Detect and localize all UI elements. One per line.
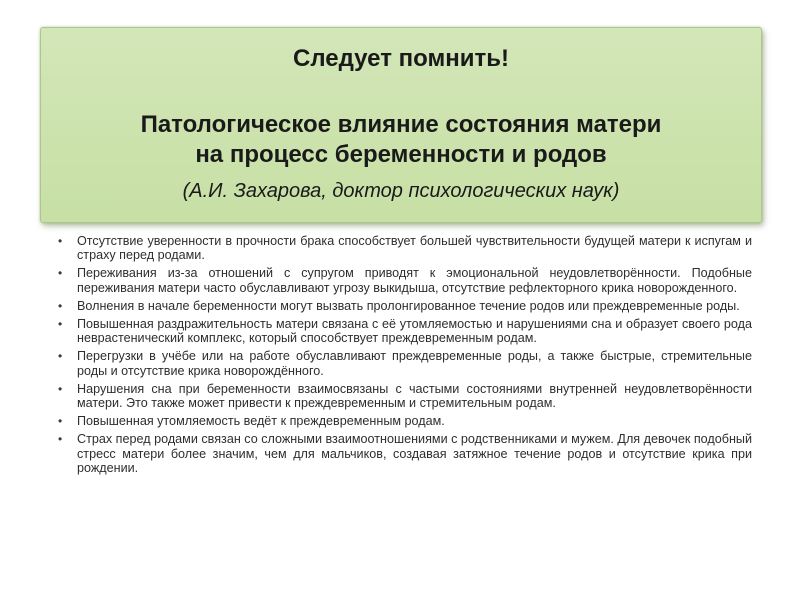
list-item	[58, 234, 752, 262]
list-item-text: Перегрузки в учёбе или на работе обуславливают преждевременные роды, а также быстрые, стремительные роды и отсутствие крика новорождённого.	[77, 349, 752, 378]
list-item-text: Страх перед родами связан со сложными взаимоотношениями с родственниками и мужем. Для девочек подобный стресс матери более значим, чем для мальчиков, создавая затяжное течение родов и отсутствие крика при рождении.	[77, 432, 752, 475]
bullet-icon: •	[58, 317, 63, 332]
title-subject-line-2: на процесс беременности и родов	[195, 141, 607, 168]
title-heading: Следует помнить!	[293, 45, 509, 72]
bullet-list	[58, 234, 752, 479]
list-item	[58, 266, 752, 294]
bullet-icon: •	[58, 432, 63, 447]
list-item	[58, 349, 752, 377]
list-item-text: Нарушения сна при беременности взаимосвязаны с частыми состояниями внутренней неудовлетворённости матери. Это также может привести к преждевременным и стремительным родам.	[77, 381, 752, 411]
list-item	[58, 382, 752, 410]
list-item-text: Переживания из-за отношений с супругом приводят к эмоциональной неудовлетворённости. Подобные переживания матери часто обуславливают угрозу выкидыша, отсутствие рефлекторного крика новорожденного.	[77, 266, 752, 295]
title-author: (А.И. Захарова, доктор психологических наук)	[182, 180, 620, 202]
bullet-icon: •	[58, 298, 63, 313]
list-item	[58, 432, 752, 475]
bullet-icon: •	[58, 414, 63, 429]
list-item	[58, 299, 752, 313]
list-item-text: Отсутствие уверенности в прочности брака способствует большей чувствительности будущей матери к испугам и страху перед родами.	[77, 234, 752, 263]
list-item	[58, 414, 752, 428]
list-item	[58, 317, 752, 345]
bullet-icon: •	[58, 266, 63, 281]
bullet-icon: •	[58, 234, 63, 248]
title-box	[40, 27, 762, 223]
list-item-text: Повышенная раздражительность матери связана с её утомляемостью и нарушениями сна и образует своего рода неврастенический комплекс, который способствует преждевременным родам.	[77, 317, 752, 346]
bullet-icon: •	[58, 381, 63, 396]
list-item-text: Повышенная утомляемость ведёт к преждевременным родам.	[77, 414, 445, 429]
bullet-icon: •	[58, 349, 63, 364]
list-item-text: Волнения в начале беременности могут вызвать пролонгированное течение родов или преждевременные роды.	[77, 298, 740, 313]
title-subject-line-1: Патологическое влияние состояния матери	[140, 111, 662, 138]
